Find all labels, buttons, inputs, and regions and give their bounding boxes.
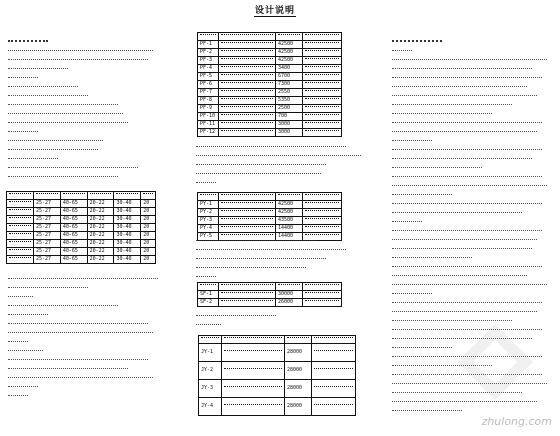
text-line (8, 86, 78, 92)
text-line (196, 258, 326, 264)
text-line (392, 158, 532, 164)
equipment-name (219, 41, 276, 49)
equipment-name (219, 129, 276, 137)
text-line (392, 149, 542, 155)
summer-humidity: 40-65 (60, 248, 87, 256)
air-volume: 7300 (276, 81, 303, 89)
equipment-id: JY-4 (199, 398, 222, 416)
air-volume: 28000 (285, 398, 312, 416)
equipment-note (303, 129, 342, 137)
table-row (198, 73, 342, 81)
winter-temp: 20-22 (87, 248, 114, 256)
text-line (196, 182, 216, 188)
winter-temp: 20-22 (87, 216, 114, 224)
air-volume: 42500 (276, 209, 303, 217)
text-line (392, 347, 452, 353)
text-line (8, 332, 153, 338)
table-header-row (199, 336, 356, 344)
text-line (392, 212, 522, 218)
text-line (8, 140, 103, 146)
text-line (392, 275, 527, 281)
equipment-id: PF-8 (198, 97, 219, 105)
text-line (392, 86, 527, 92)
winter-humidity: 30-40 (114, 216, 141, 224)
air-volume: 700 (276, 113, 303, 121)
table-row (198, 65, 342, 73)
equipment-id: PY-1 (198, 201, 219, 209)
table-header-row (198, 283, 342, 291)
equipment-name (219, 57, 276, 65)
equipment-note (312, 380, 356, 398)
equipment-note (303, 113, 342, 121)
equipment-name (219, 217, 276, 225)
air-volume: 42500 (276, 57, 303, 65)
text-line (8, 158, 58, 164)
text-line (8, 59, 148, 65)
winter-humidity: 30-40 (114, 232, 141, 240)
table-row (198, 299, 342, 307)
table-row (7, 248, 156, 256)
equipment-name (222, 380, 285, 398)
winter-temp: 20-22 (87, 224, 114, 232)
text-line (196, 240, 316, 246)
equipment-note (303, 201, 342, 209)
air-volume: 28000 (285, 344, 312, 362)
equipment-id: PF-4 (198, 65, 219, 73)
winter-temp: 20-22 (87, 256, 114, 264)
text-line (196, 164, 326, 170)
equipment-id: PY-3 (198, 217, 219, 225)
text-line (8, 40, 48, 47)
equipment-id: PY-5 (198, 233, 219, 241)
table-row (199, 380, 356, 398)
equipment-id: PF-2 (198, 49, 219, 57)
air-volume: 42500 (276, 49, 303, 57)
table-row (198, 225, 342, 233)
text-line (392, 40, 442, 47)
air-volume: 5350 (276, 97, 303, 105)
equipment-id: PF-1 (198, 41, 219, 49)
fresh-air-volume: 20 (141, 208, 156, 216)
equipment-note (312, 398, 356, 416)
climate-table (6, 191, 156, 264)
text-line (196, 155, 361, 161)
text-line (8, 323, 148, 329)
text-line (8, 50, 153, 56)
table-row (198, 81, 342, 89)
text-line (8, 167, 138, 173)
room-name (7, 256, 34, 264)
text-line (8, 131, 38, 137)
text-line (8, 77, 38, 83)
fresh-air-volume: 20 (141, 224, 156, 232)
summer-temp: 25-27 (34, 248, 61, 256)
text-line (8, 104, 118, 110)
middle-text-1 (196, 146, 366, 191)
summer-humidity: 40-65 (60, 224, 87, 232)
text-line (392, 302, 542, 308)
text-line (196, 249, 346, 255)
equipment-id: SF-1 (198, 291, 219, 299)
equipment-name (222, 344, 285, 362)
winter-humidity: 30-40 (114, 240, 141, 248)
text-line (8, 386, 38, 392)
equipment-id: PF-9 (198, 105, 219, 113)
left-text-column (8, 40, 158, 185)
text-line (392, 410, 462, 416)
text-line (8, 377, 153, 383)
summer-humidity: 40-65 (60, 208, 87, 216)
table-header-row (198, 33, 342, 41)
equipment-name (219, 97, 276, 105)
winter-humidity: 30-40 (114, 248, 141, 256)
table-row (198, 89, 342, 97)
text-line (8, 305, 118, 311)
room-name (7, 248, 34, 256)
equipment-name (219, 201, 276, 209)
equipment-name (222, 362, 285, 380)
room-name (7, 200, 34, 208)
summer-humidity: 40-65 (60, 216, 87, 224)
text-line (392, 95, 537, 101)
text-line (8, 287, 88, 293)
winter-humidity: 30-40 (114, 200, 141, 208)
air-volume: 42500 (276, 201, 303, 209)
winter-temp: 20-22 (87, 208, 114, 216)
table-row (199, 344, 356, 362)
equipment-note (303, 105, 342, 113)
winter-temp: 20-22 (87, 232, 114, 240)
text-line (392, 221, 422, 227)
text-line (8, 176, 118, 182)
table-row (198, 113, 342, 121)
winter-temp: 20-22 (87, 200, 114, 208)
winter-humidity: 30-40 (114, 224, 141, 232)
equipment-id: PF-10 (198, 113, 219, 121)
summer-temp: 25-27 (34, 208, 61, 216)
room-name (7, 224, 34, 232)
equipment-note (303, 121, 342, 129)
equipment-name (219, 209, 276, 217)
winter-humidity: 30-40 (114, 208, 141, 216)
equipment-note (312, 344, 356, 362)
text-line (392, 140, 432, 146)
equipment-id: PF-3 (198, 57, 219, 65)
equipment-name (219, 113, 276, 121)
fresh-air-volume: 20 (141, 248, 156, 256)
air-volume: 2550 (276, 89, 303, 97)
table-row (7, 208, 156, 216)
equipment-id: JY-3 (199, 380, 222, 398)
summer-temp: 25-27 (34, 240, 61, 248)
equipment-name (219, 89, 276, 97)
summer-temp: 25-27 (34, 232, 61, 240)
air-volume: 14400 (276, 225, 303, 233)
py-table (197, 192, 342, 241)
page-title: 设计说明 (254, 3, 296, 17)
air-volume: 28000 (285, 362, 312, 380)
equipment-id: PY-4 (198, 225, 219, 233)
middle-text-3 (196, 315, 366, 333)
text-line (196, 267, 306, 273)
text-line (392, 257, 472, 263)
equipment-note (303, 299, 342, 307)
jy-table (198, 335, 356, 416)
equipment-note (303, 49, 342, 57)
equipment-note (303, 291, 342, 299)
summer-temp: 25-27 (34, 200, 61, 208)
text-line (8, 95, 88, 101)
air-volume: 30000 (276, 291, 303, 299)
equipment-name (219, 49, 276, 57)
room-name (7, 240, 34, 248)
equipment-name (219, 81, 276, 89)
text-line (196, 146, 346, 152)
text-line (392, 284, 547, 290)
equipment-name (219, 291, 276, 299)
table-row (198, 57, 342, 65)
table-row (198, 41, 342, 49)
summer-temp: 25-27 (34, 224, 61, 232)
table-row (198, 291, 342, 299)
equipment-note (312, 362, 356, 380)
table-row (7, 200, 156, 208)
text-line (8, 113, 123, 119)
air-volume: 2500 (276, 105, 303, 113)
text-line (8, 296, 33, 302)
table-row (7, 224, 156, 232)
text-line (392, 68, 532, 74)
fresh-air-volume: 20 (141, 256, 156, 264)
text-line (392, 131, 537, 137)
fresh-air-volume: 20 (141, 232, 156, 240)
equipment-note (303, 81, 342, 89)
equipment-id: JY-2 (199, 362, 222, 380)
text-line (8, 368, 128, 374)
table-row (198, 121, 342, 129)
table-row (199, 398, 356, 416)
winter-temp: 20-22 (87, 240, 114, 248)
table-row (7, 216, 156, 224)
equipment-name (219, 121, 276, 129)
equipment-note (303, 73, 342, 81)
air-volume: 26000 (276, 299, 303, 307)
summer-humidity: 40-65 (60, 232, 87, 240)
equipment-name (219, 225, 276, 233)
text-line (392, 230, 542, 236)
text-line (392, 122, 542, 128)
table-row (198, 97, 342, 105)
text-line (392, 176, 542, 182)
text-line (392, 248, 532, 254)
left-lower-text (8, 278, 158, 404)
watermark-logo-icon (455, 322, 535, 402)
summer-temp: 25-27 (34, 256, 61, 264)
text-line (8, 122, 128, 128)
equipment-note (303, 41, 342, 49)
text-line (392, 293, 432, 299)
room-name (7, 216, 34, 224)
text-line (392, 311, 537, 317)
table-row (198, 49, 342, 57)
equipment-id: PF-5 (198, 73, 219, 81)
text-line (392, 167, 482, 173)
text-line (392, 203, 542, 209)
table-row (198, 217, 342, 225)
equipment-name (222, 398, 285, 416)
text-line (392, 50, 412, 56)
text-line (392, 77, 542, 83)
equipment-note (303, 89, 342, 97)
table-row (7, 240, 156, 248)
text-line (8, 341, 28, 347)
text-line (8, 359, 148, 365)
equipment-name (219, 73, 276, 81)
text-line (392, 59, 547, 65)
summer-humidity: 40-65 (60, 240, 87, 248)
room-name (7, 208, 34, 216)
equipment-note (303, 57, 342, 65)
summer-humidity: 40-65 (60, 200, 87, 208)
air-volume: 42500 (276, 41, 303, 49)
table-row (7, 232, 156, 240)
table-row (199, 362, 356, 380)
text-line (392, 113, 492, 119)
equipment-id: PF-12 (198, 129, 219, 137)
text-line (8, 314, 48, 320)
text-line (8, 68, 68, 74)
air-volume: 14400 (276, 233, 303, 241)
table-row (7, 256, 156, 264)
text-line (392, 266, 542, 272)
table-row (198, 201, 342, 209)
table-header-row (7, 192, 156, 200)
winter-humidity: 30-40 (114, 256, 141, 264)
equipment-id: PF-11 (198, 121, 219, 129)
equipment-note (303, 65, 342, 73)
text-line (8, 149, 98, 155)
text-line (392, 104, 512, 110)
equipment-note (303, 225, 342, 233)
summer-humidity: 40-65 (60, 256, 87, 264)
table-row (198, 105, 342, 113)
table-header-row (198, 193, 342, 201)
table-row (198, 209, 342, 217)
equipment-note (303, 97, 342, 105)
equipment-id: PF-7 (198, 89, 219, 97)
equipment-note (303, 209, 342, 217)
text-line (392, 239, 537, 245)
watermark-text: zhulong.com (481, 415, 552, 428)
text-line (196, 315, 276, 321)
text-line (196, 173, 321, 179)
text-line (392, 185, 547, 191)
table-row (198, 129, 342, 137)
room-name (7, 232, 34, 240)
fan-table (197, 32, 342, 137)
air-volume: 3000 (276, 121, 303, 129)
text-line (8, 350, 43, 356)
fresh-air-volume: 20 (141, 200, 156, 208)
air-volume: 3400 (276, 65, 303, 73)
air-volume: 3000 (276, 129, 303, 137)
air-volume: 43500 (276, 217, 303, 225)
text-line (8, 395, 28, 401)
equipment-name (219, 105, 276, 113)
equipment-name (219, 65, 276, 73)
fresh-air-volume: 20 (141, 240, 156, 248)
air-volume: 6700 (276, 73, 303, 81)
equipment-note (303, 217, 342, 225)
fresh-air-volume: 20 (141, 216, 156, 224)
air-volume: 28000 (285, 380, 312, 398)
text-line (392, 194, 452, 200)
equipment-id: PF-6 (198, 81, 219, 89)
equipment-id: JY-1 (199, 344, 222, 362)
text-line (196, 324, 221, 330)
middle-text-2 (196, 240, 366, 285)
text-line (8, 278, 158, 284)
equipment-id: SF-2 (198, 299, 219, 307)
sf-table (197, 282, 342, 307)
equipment-name (219, 299, 276, 307)
summer-temp: 25-27 (34, 216, 61, 224)
equipment-id: PY-2 (198, 209, 219, 217)
